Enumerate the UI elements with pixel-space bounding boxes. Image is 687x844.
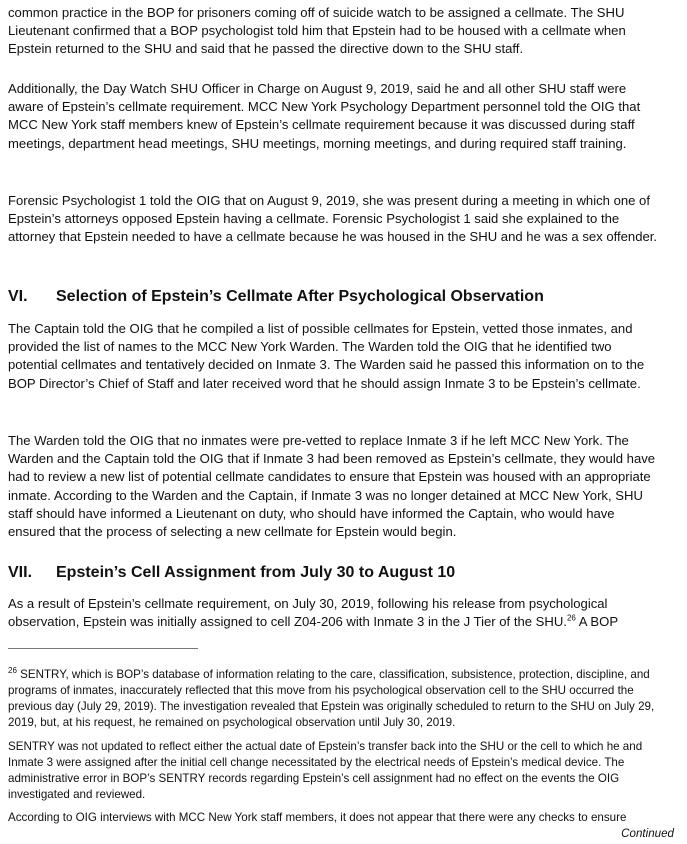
section-title: Selection of Epstein’s Cellmate After Psychological Observation xyxy=(56,288,544,305)
paragraph-text: As a result of Epstein’s cellmate requirement, on July 30, 2019, following his release from psychological observation, Epstein was initially assigned to cell Z04-206 with Inmate 3 in the J Tier of the SHU. xyxy=(8,596,608,630)
footnote-divider xyxy=(8,648,198,649)
footnote-number: 26 xyxy=(8,666,17,676)
section-heading-vii xyxy=(8,563,664,583)
footnote xyxy=(8,667,664,731)
footnote-continuation: SENTRY was not updated to reflect either the actual date of Epstein’s transfer back into the SHU or the cell to which he and Inmate 3 were assigned after the initial cell change necessitated by the electrical needs of Epstein’s medical device. The administrative error in BOP’s SENTRY records regarding Epstein’s cell assignment had no effect on the events the OIG investigated and reviewed. xyxy=(8,740,643,802)
section-number: VI. xyxy=(8,288,28,305)
footnote-continuation: According to OIG interviews with MCC New York staff members, it does not appear that there were any checks to ensure xyxy=(8,811,627,824)
body-paragraph: Forensic Psychologist 1 told the OIG that on August 9, 2019, she was present during a meeting in which one of Epstein’s attorneys opposed Epstein having a cellmate. Forensic Psychologist 1 said she explained to the attorney that Epstein needed to have a cellmate because he was housed in the SHU and he was a sex offender. xyxy=(8,193,658,245)
section-number: VII. xyxy=(8,564,33,581)
body-paragraph xyxy=(8,595,664,631)
section-title: Epstein’s Cell Assignment from July 30 to August 10 xyxy=(56,564,456,581)
section-heading-vi xyxy=(8,287,664,307)
continued-label: Continued xyxy=(621,827,674,840)
paragraph-text-tail: A BOP xyxy=(575,614,619,630)
footnote-text: SENTRY, which is BOP’s database of information relating to the care, classification, subsistence, protection, discipline, and programs of inmates, inaccurately reflected that this move from his psychological observation cell to the SHU occurred the previous day (July 29, 2019). The investigation revealed that Epstein was originally scheduled to return to the SHU on July 29, 2019, but, at his request, he remained on psychological observation until July 30, 2019. xyxy=(8,668,655,730)
body-paragraph: The Warden told the OIG that no inmates were pre-vetted to replace Inmate 3 if he left MCC New York. The Warden and the Captain told the OIG that if Inmate 3 had been removed as Epstein’s cellmate, they would have had to review a new list of potential cellmate candidates to ensure that Epstein was housed with an appropriate inmate. According to the Warden and the Captain, if Inmate 3 was no longer detained at MCC New York, SHU staff should have informed a Lieutenant on duty, who should have informed the Captain, who would have ensured that the process of selecting a new cellmate for Epstein would begin. xyxy=(8,433,656,540)
footnote-reference[interactable]: 26 xyxy=(566,613,576,623)
body-paragraph: Additionally, the Day Watch SHU Officer in Charge on August 9, 2019, said he and all other SHU staff were aware of Epstein’s cellmate requirement. MCC New York Psychology Department personnel told the OIG that MCC New York staff members knew of Epstein’s cellmate requirement because it was discussed during staff meetings, department head meetings, SHU meetings, morning meetings, and during required staff training. xyxy=(8,81,641,151)
body-paragraph: common practice in the BOP for prisoners coming off of suicide watch to be assigned a cellmate. The SHU Lieutenant confirmed that a BOP psychologist told him that Epstein had to be housed with a cellmate when Epstein returned to the SHU and said that he passed the directive down to the SHU staff. xyxy=(8,5,626,57)
body-paragraph: The Captain told the OIG that he compiled a list of possible cellmates for Epstein, vetted those inmates, and provided the list of names to the MCC New York Warden. The Warden told the OIG that he identified two potential cellmates and tentatively decided on Inmate 3. The Warden said he passed this information on to the BOP Director’s Chief of Staff and later received word that he should assign Inmate 3 to be Epstein’s cellmate. xyxy=(8,321,645,391)
